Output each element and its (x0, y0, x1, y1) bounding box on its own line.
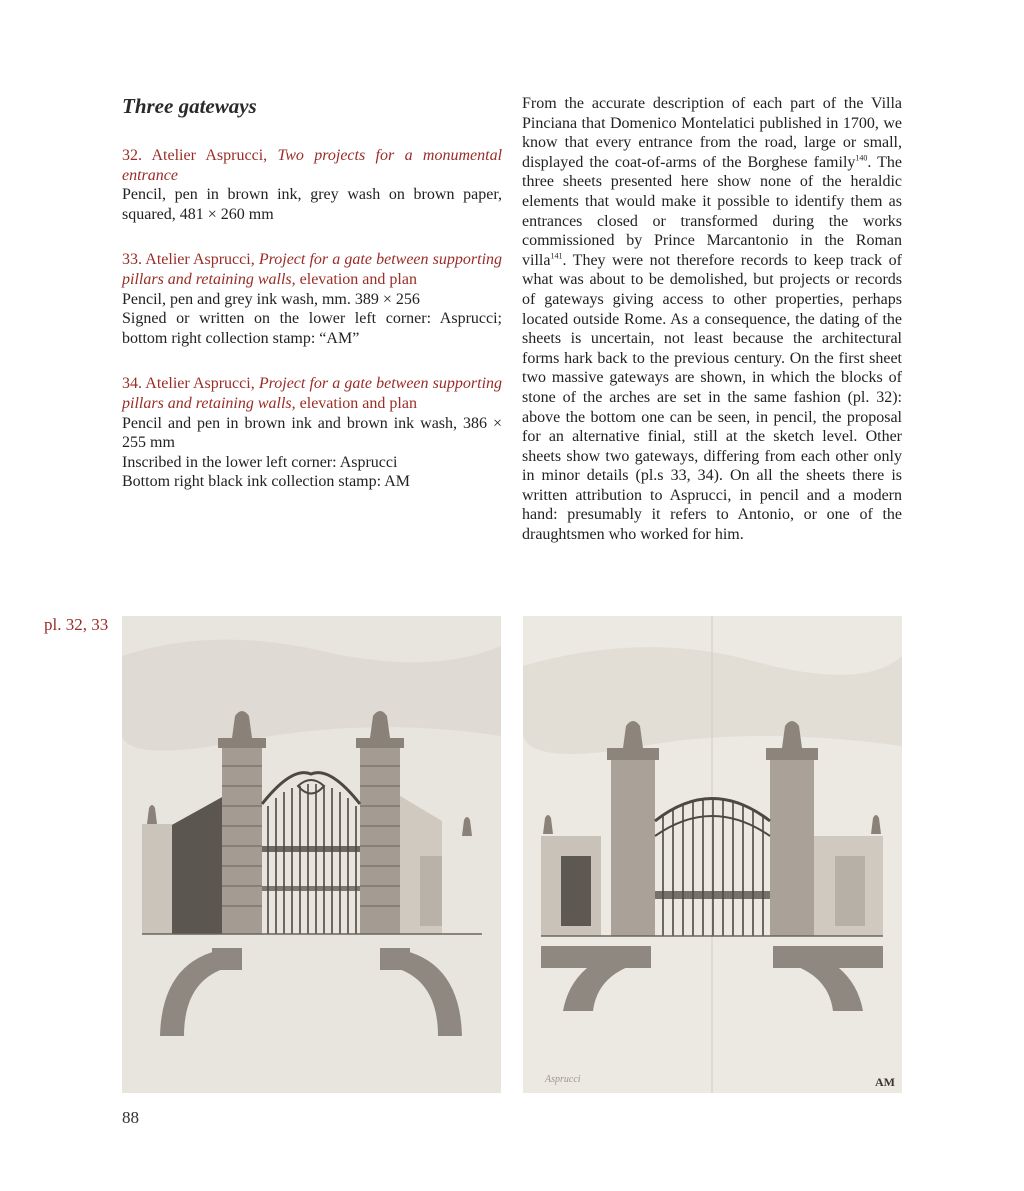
gate-drawing-right (523, 616, 902, 1093)
gate-drawing-left (122, 616, 501, 1093)
catalogue-entry-34 (122, 374, 502, 492)
entry-title-suffix: elevation and plan (299, 270, 417, 288)
entry-atelier: Atelier Asprucci, (151, 147, 268, 164)
footnote-141[interactable]: 141 (550, 251, 563, 261)
entry-title: Project for a gate between supporting pillars and retaining walls, (122, 251, 503, 288)
entry-number: 32. (122, 147, 142, 164)
entry-detail: Pencil, pen in brown ink, grey wash on brown paper, squared, 481 × 260 mm (122, 186, 502, 223)
collection-stamp: AM (875, 1075, 895, 1089)
entry-detail: Bottom right black ink collection stamp: AM (122, 473, 410, 491)
plate-inscription: Asprucci (545, 1074, 581, 1085)
entry-number: 34. (122, 375, 142, 393)
plate-reference: pl. 32, 33 (44, 615, 109, 634)
entry-detail: Pencil and pen in brown ink and brown ink wash, 386 × 255 mm (122, 414, 502, 452)
entry-detail: Pencil, pen and grey ink wash, mm. 389 × 256 (122, 290, 420, 308)
catalogue-entry-32 (122, 146, 502, 224)
entry-number: 33. (122, 251, 142, 269)
page-number: 88 (122, 1108, 139, 1127)
catalogue-entries (122, 146, 502, 518)
section-title: Three gateways (122, 94, 257, 118)
entry-title: Two projects for a monumental entrance (122, 147, 503, 184)
entry-title: Project for a gate between supporting pillars and retaining walls, (122, 375, 503, 412)
entry-detail: Inscribed in the lower left corner: Asprucci (122, 453, 398, 471)
entry-atelier: Atelier Asprucci, (145, 251, 255, 269)
entry-detail: Signed or written on the lower left corner: Asprucci; bottom right collection stamp: “AM” (122, 310, 502, 347)
entry-title-suffix: elevation and plan (299, 394, 417, 412)
plate-33-image (523, 616, 902, 1093)
footnote-140[interactable]: 140 (855, 153, 868, 163)
body-text: From the accurate description of each part of the Villa Pinciana that Domenico Montelatici published in 1700, we know that every entrance from the road, large or small, displayed the coat-of-arms of the Borghese family$^{140}$. The three sheets presented here show none of the heraldic elements that would make it possible to identify them as entrances closed or transformed during the works commissioned by Prince Marcantonio in the Roman villa$^{141}$. They were not therefore records to keep track of what was about to be demolished, but projects or records of gateways giving access to other properties, perhaps located outside Rome. As a consequence, the dating of the sheets is uncertain, not least because the architectural forms hark back to the previous century. On the first sheet two massive gateways are shown, in which the blocks of stone of the arches are set in the same fashion (pl. 32): above the bottom one can be seen, in pencil, the proposal for an alternative finial, still at the sketch level. Other sheets show two gateways, differing from each other only in minor details (pl.s 33, 34). On all the sheets there is written attribution to Asprucci, in pencil and a modern hand: presumably it refers to Antonio, or one of the draughtsmen who worked for him. (522, 95, 902, 544)
entry-atelier: Atelier Asprucci, (145, 375, 255, 393)
plate-32-image (122, 616, 501, 1093)
catalogue-entry-33 (122, 250, 502, 348)
